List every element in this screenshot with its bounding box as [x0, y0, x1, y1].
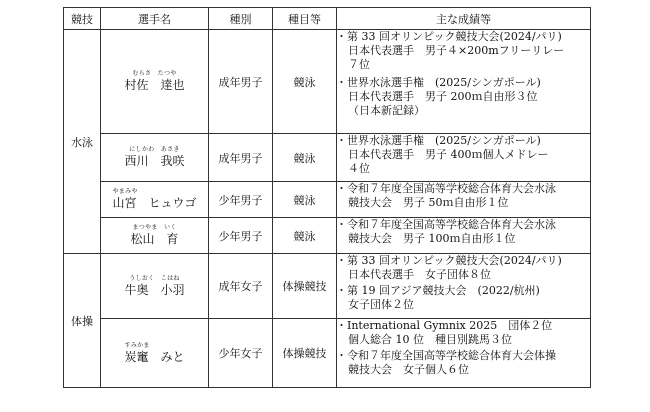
achievements-cell [337, 182, 591, 218]
furigana: すみかま [124, 341, 150, 349]
sport-cell: 水泳 [64, 30, 101, 254]
achievement-line: 日本代表選手 女子団体８位 [348, 268, 491, 281]
furigana: やまみや [112, 188, 138, 195]
event-cell: 体操競技 [273, 319, 337, 388]
achievement-line: ・ 第 19 回アジア競技大会 (2022/杭州) [347, 284, 540, 297]
achievement-entry [337, 319, 590, 347]
name: 山宮 ヒュウゴ [112, 196, 197, 210]
achievement-entry [337, 218, 590, 246]
achievement-entry [337, 30, 590, 72]
achievement-line: ・ 第 33 回オリンピック競技大会(2024/パリ) [347, 30, 562, 43]
achievement-line: ７位 [348, 58, 370, 71]
athlete-name [124, 276, 184, 296]
achievement-entry [337, 134, 590, 176]
achievement-line: 女子団体２位 [348, 298, 414, 311]
furigana: うしおく こはね [129, 274, 180, 282]
achievement-line: 日本代表選手 男子４×200mフリーリレー [348, 44, 565, 57]
athlete-cell [101, 182, 209, 218]
achievement-entry [337, 349, 590, 377]
athlete-name [124, 147, 184, 167]
achievement-line: ・ International Gymnix 2025 団体２位 [347, 319, 553, 332]
achievement-line: 個人総合 10 位 種目別跳馬３位 [348, 333, 512, 346]
category-cell: 少年女子 [209, 319, 273, 388]
achievements-cell [337, 254, 591, 319]
achievement-line: （日本新記録） [348, 104, 425, 117]
athlete-cell [101, 319, 209, 388]
event-cell: 競泳 [273, 218, 337, 254]
achievements-cell [337, 319, 591, 388]
header-category: 種別 [209, 8, 273, 30]
achievement-line: ・ 世界水泳選手権 (2025/シンガポール) [347, 134, 541, 147]
category-cell: 少年男子 [209, 182, 273, 218]
event-cell: 競泳 [273, 182, 337, 218]
name: 炭竃 みと [124, 349, 185, 364]
achievements-cell [337, 134, 591, 182]
furigana: むらさ たつや [132, 70, 177, 77]
name: 西川 我咲 [124, 154, 185, 168]
table-row [64, 134, 591, 182]
name: 牛奥 小羽 [124, 282, 185, 297]
category-cell: 成年女子 [209, 254, 273, 319]
athlete-cell [101, 30, 209, 134]
achievement-line: ・ 第 33 回オリンピック競技大会(2024/パリ) [347, 254, 562, 267]
athlete-name [124, 343, 184, 363]
athlete-cell [101, 254, 209, 319]
table-row [64, 218, 591, 254]
furigana: まつやま いく [132, 224, 177, 231]
achievement-line: ４位 [348, 162, 370, 175]
achievement-line: 競技大会 女子個人６位 [348, 363, 469, 376]
header-row [64, 8, 591, 30]
athlete-name [124, 71, 184, 91]
category-cell: 成年男子 [209, 30, 273, 134]
achievement-line: ・ 令和７年度全国高等学校総合体育大会水泳 [347, 182, 556, 195]
achievement-entry [337, 254, 590, 282]
table-row [64, 254, 591, 319]
achievement-line: ・ 令和７年度全国高等学校総合体育大会水泳 [347, 218, 556, 231]
athlete-cell [101, 218, 209, 254]
furigana: にしかわ あさき [129, 146, 180, 153]
achievements-cell [337, 218, 591, 254]
achievement-line: ・ 令和７年度全国高等学校総合体育大会体操 [347, 349, 556, 362]
header-athlete: 選手名 [101, 8, 209, 30]
name: 村佐 達也 [124, 78, 185, 92]
achievement-entry [337, 76, 590, 118]
event-cell: 競泳 [273, 30, 337, 134]
achievement-line: 日本代表選手 男子 400ｍ個人メドレー [348, 148, 549, 161]
achievement-line: 競技大会 男子 100ｍ自由形１位 [348, 232, 516, 245]
results-table [63, 7, 591, 388]
header-event: 種目等 [273, 8, 337, 30]
sport-cell: 体操 [64, 254, 101, 388]
table-row [64, 319, 591, 388]
name: 松山 育 [130, 232, 179, 246]
athlete-cell [101, 134, 209, 182]
achievement-line: 競技大会 男子 50ｍ自由形１位 [348, 196, 509, 209]
athlete-name [112, 189, 196, 209]
header-sport: 競技 [64, 8, 101, 30]
table-row [64, 30, 591, 134]
achievement-line: 日本代表選手 男子 200ｍ自由形３位 [348, 90, 538, 103]
header-achievements: 主な成績等 [337, 8, 591, 30]
event-cell: 体操競技 [273, 254, 337, 319]
category-cell: 成年男子 [209, 134, 273, 182]
achievements-cell [337, 30, 591, 134]
event-cell: 競泳 [273, 134, 337, 182]
achievement-entry [337, 284, 590, 312]
achievement-line: ・ 世界水泳選手権 (2025/シンガポール) [347, 76, 541, 89]
category-cell: 少年男子 [209, 218, 273, 254]
table-row [64, 182, 591, 218]
achievement-entry [337, 182, 590, 210]
athlete-name [130, 225, 178, 245]
